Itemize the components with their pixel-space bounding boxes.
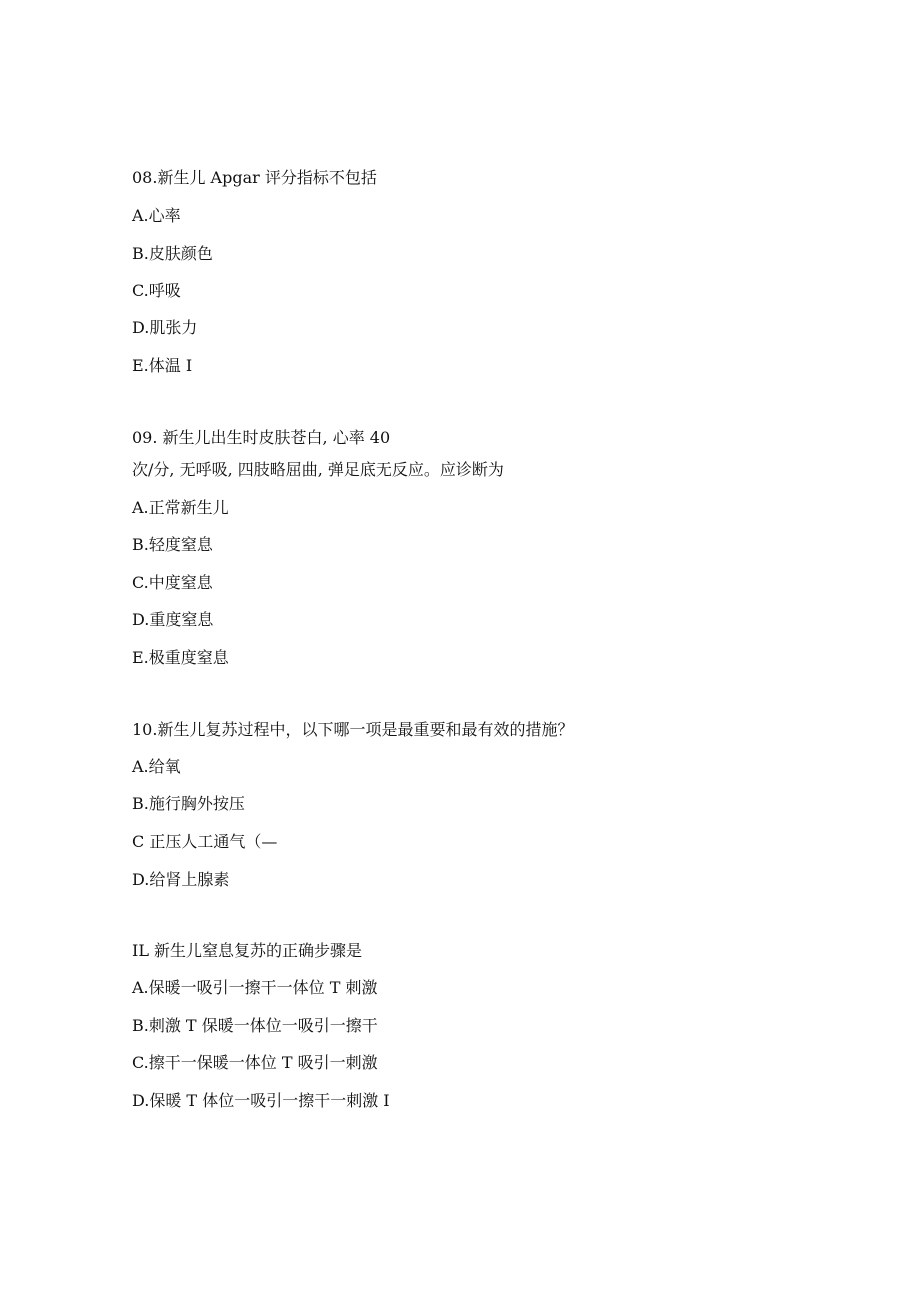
question-11-option-a: A.保暖一吸引一擦干一体位 T 刺激 [132,978,378,997]
question-10-option-b: B.施行胸外按压 [132,794,245,813]
question-11-stem: IL 新生儿窒息复苏的正确步骤是 [132,941,363,960]
question-09-option-e: E.极重度窒息 [132,648,229,667]
question-08-option-e: E.体温 I [132,356,193,375]
question-09-option-d: D.重度窒息 [132,610,214,629]
question-08-option-b: B.皮肤颜色 [132,244,213,263]
question-09-stem-line-1: 09. 新生儿出生时皮肤苍白, 心率 40 [132,428,391,447]
question-09-option-a: A.正常新生儿 [132,498,229,517]
question-09-option-c: C.中度窒息 [132,573,213,592]
question-08-option-d: D.肌张力 [132,318,198,337]
question-11-option-d: D.保暖 T 体位一吸引一擦干一刺激 I [132,1091,390,1110]
question-09-option-b: B.轻度窒息 [132,535,213,554]
question-10-option-d: D.给肾上腺素 [132,870,230,889]
question-11-option-b: B.刺激 T 保暖一体位一吸引一擦干 [132,1016,378,1035]
question-09-stem-line-2: 次/分, 无呼吸, 四肢略屈曲, 弹足底无反应。应诊断为 [132,460,504,479]
question-08-stem: 08.新生儿 Apgar 评分指标不包括 [132,168,377,187]
question-08-option-a: A.心率 [132,206,181,225]
question-10-option-a: A.给氧 [132,757,181,776]
question-11-option-c: C.擦干一保暖一体位 T 吸引一刺激 [132,1053,378,1072]
question-10-stem: 10.新生儿复苏过程中，以下哪一项是最重要和最有效的措施？ [132,720,574,739]
question-08-option-c: C.呼吸 [132,281,181,300]
question-10-option-c: C 正压人工通气（— [132,832,278,851]
